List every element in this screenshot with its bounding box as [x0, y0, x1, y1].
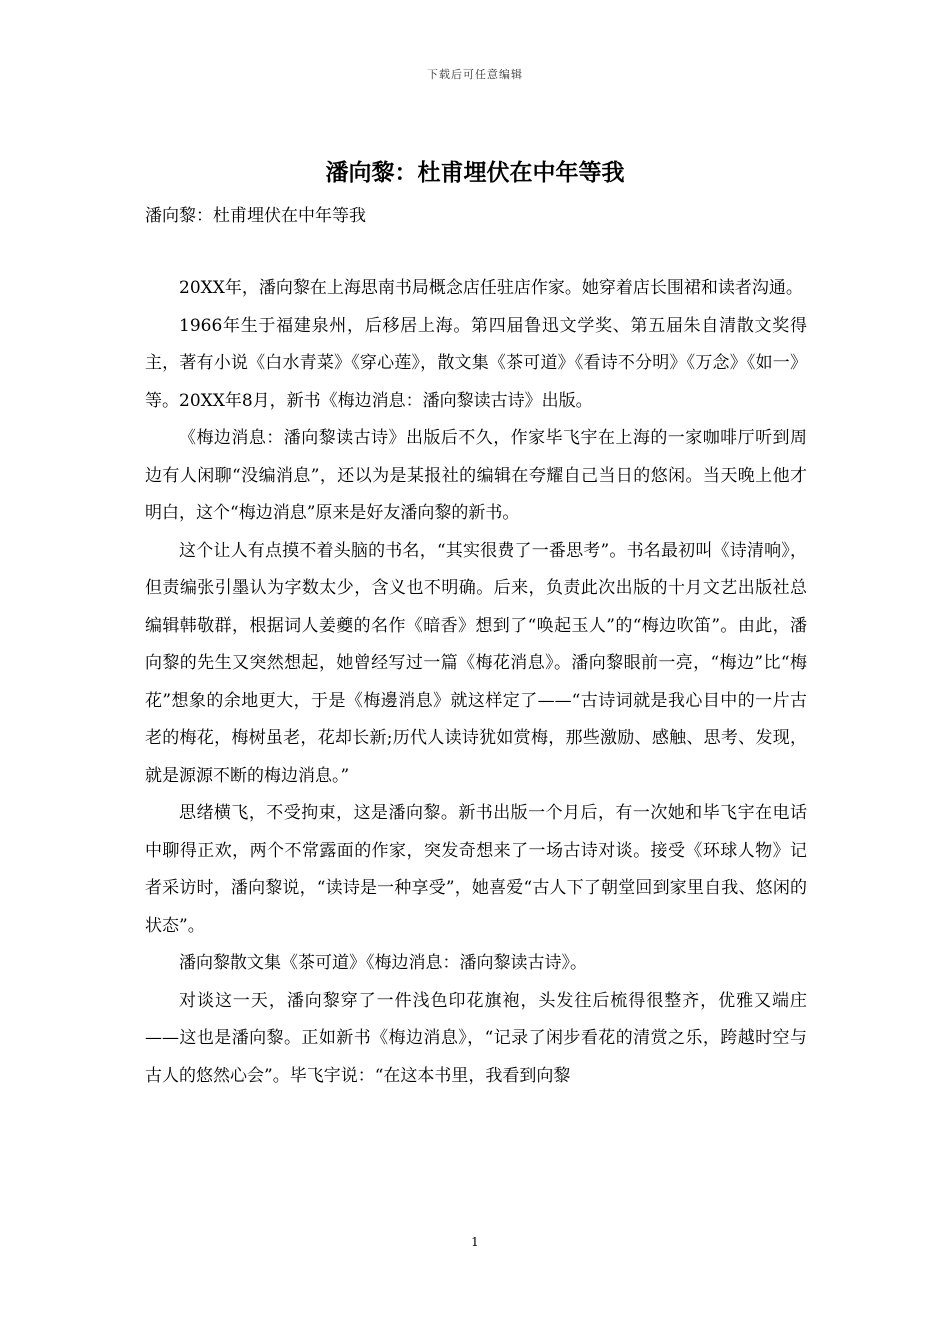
page-number: 1 [471, 1235, 479, 1249]
page-header: 下载后可任意编辑 [427, 68, 523, 81]
paragraph: 1966年生于福建泉州，后移居上海。第四届鲁迅文学奖、第五届朱自清散文奖得主，著有小说《白水青菜》《穿心莲》，散文集《茶可道》《看诗不分明》《万念》《如一》等。20XX年8月，新书《梅边消息：潘向黎读古诗》出版。 [145, 315, 807, 411]
article-subtitle: 潘向黎：杜甫埋伏在中年等我 [145, 206, 366, 226]
article-body [145, 270, 807, 1095]
paragraph: 思绪横飞，不受拘束，这是潘向黎。新书出版一个月后，有一次她和毕飞宇在电话中聊得正欢，两个不常露面的作家，突发奇想来了一场古诗对谈。接受《环球人物》记者采访时，潘向黎说，“读诗是一种享受”，她喜爱“古人下了朝堂回到家里自我、悠闲的状态”。 [145, 803, 807, 936]
paragraph: 20XX年，潘向黎在上海思南书局概念店任驻店作家。她穿着店长围裙和读者沟通。 [179, 278, 803, 298]
paragraph: 这个让人有点摸不着头脑的书名，“其实很费了一番思考”。书名最初叫《诗清响》，但责编张引墨认为字数太少，含义也不明确。后来，负责此次出版的十月文艺出版社总编辑韩敬群，根据词人姜夔的名作《暗香》想到了“唤起玉人”的“梅边吹笛”。由此，潘向黎的先生又突然想起，她曾经写过一篇《梅花消息》。潘向黎眼前一亮，“梅边”比“梅花”想象的余地更大，于是《梅邊消息》就这样定了——“古诗词就是我心目中的一片古老的梅花，梅树虽老，花却长新;历代人读诗犹如赏梅，那些激励、感触、思考、发现，就是源源不断的梅边消息。” [145, 540, 807, 786]
article-title: 潘向黎：杜甫埋伏在中年等我 [325, 160, 625, 186]
paragraph: 《梅边消息：潘向黎读古诗》出版后不久，作家毕飞宇在上海的一家咖啡厅听到周边有人闲聊“没编消息”，还以为是某报社的编辑在夸耀自己当日的悠闲。当天晚上他才明白，这个“梅边消息”原来是好友潘向黎的新书。 [145, 428, 807, 523]
paragraph: 潘向黎散文集《茶可道》《梅边消息：潘向黎读古诗》。 [179, 953, 587, 973]
paragraph: 对谈这一天，潘向黎穿了一件浅色印花旗袍，头发往后梳得很整齐，优雅又端庄——这也是潘向黎。正如新书《梅边消息》，“记录了闲步看花的清赏之乐，跨越时空与古人的悠然心会”。毕飞宇说：“在这本书里，我看到向黎 [145, 990, 807, 1086]
